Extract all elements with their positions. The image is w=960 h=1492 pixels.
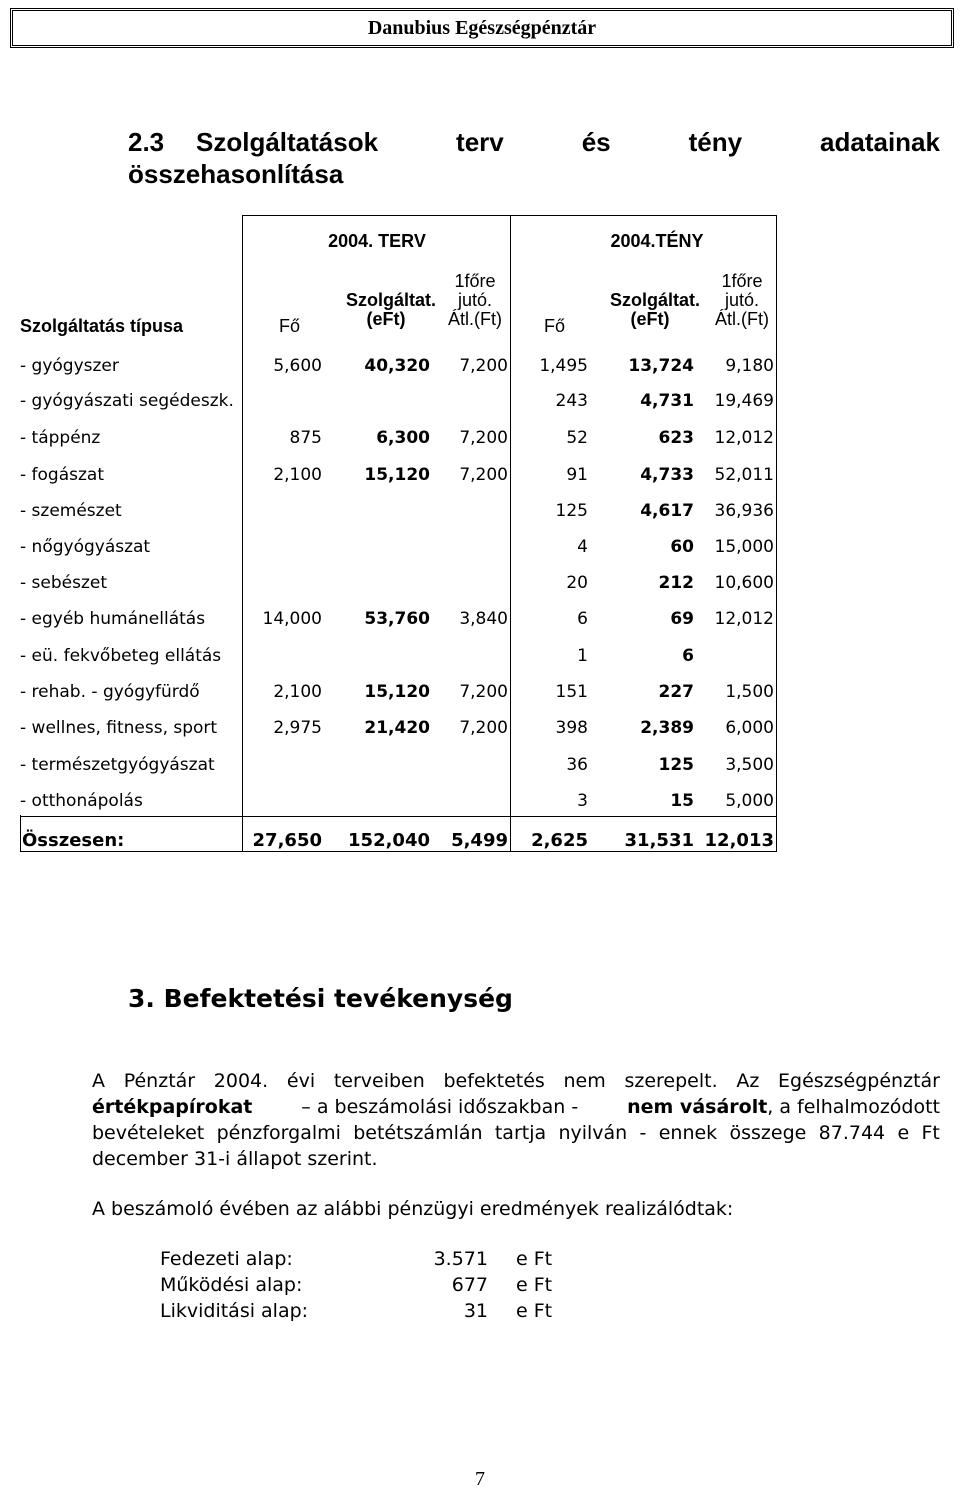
table-cell: 151	[555, 682, 588, 702]
paragraph-word: nyilván	[558, 1122, 628, 1144]
table-cell: 60	[670, 537, 694, 557]
row-label: - gyógyászati segédeszk.	[20, 391, 234, 411]
table-cell: 227	[658, 682, 694, 702]
title-word: tény	[688, 127, 743, 157]
table-cell: 52,011	[714, 465, 774, 485]
col-header-plan-avg	[435, 272, 515, 329]
col-header-line: 1főre	[454, 271, 496, 291]
table-cell: 125	[555, 501, 588, 521]
paragraph-word: bevételeket	[92, 1122, 205, 1144]
col-header-plan-persons: Fő	[278, 316, 300, 336]
document-header	[10, 8, 954, 48]
paragraph-line	[92, 1094, 940, 1120]
table-cell: 6	[682, 646, 694, 666]
paragraph-word: Egészségpénztár	[778, 1070, 940, 1092]
table-cell: 125	[658, 755, 694, 775]
fund-value: 31	[463, 1300, 488, 1322]
table-cell: 2,100	[273, 465, 322, 485]
table-cell: 398	[555, 718, 588, 738]
fund-row	[160, 1248, 580, 1274]
section-3-title: 3. Befektetési tevékenység	[128, 984, 513, 1013]
col-header-type: Szolgáltatás típusa	[20, 316, 184, 336]
total-cell: 152,040	[348, 830, 430, 851]
table-cell: 6,000	[725, 718, 774, 738]
title-word: és	[581, 127, 611, 157]
col-header-line: Átl.(Ft)	[715, 309, 769, 329]
paragraph-word: Az	[736, 1070, 760, 1092]
row-label: - eü. fekvőbeteg ellátás	[20, 646, 222, 666]
fund-label: Fedezeti alap:	[160, 1248, 293, 1270]
paragraph-word: befektetés	[443, 1070, 545, 1092]
col-header-line: jutó.	[457, 290, 493, 310]
table-cell: 9,180	[725, 356, 774, 376]
paragraph-word: összege	[729, 1122, 807, 1144]
table-cell: 10,600	[714, 573, 774, 593]
fund-label: Működési alap:	[160, 1274, 303, 1296]
table-cell: 7,200	[459, 718, 508, 738]
col-header-line: 1főre	[721, 271, 763, 291]
fund-row	[160, 1300, 580, 1326]
col-header-act-persons: Fő	[543, 316, 565, 336]
col-header-line: Szolgáltat.	[609, 290, 700, 310]
fund-value: 3.571	[433, 1248, 488, 1270]
paragraph-word: e	[897, 1122, 910, 1144]
fund-row	[160, 1274, 580, 1300]
table-cell: 1	[577, 646, 588, 666]
title-word: Szolgáltatások	[196, 127, 379, 157]
col-header-act-avg	[702, 272, 782, 329]
paragraph-word: A	[92, 1070, 105, 1092]
total-label: Összesen:	[22, 830, 125, 851]
paragraph-word: Ft	[921, 1122, 940, 1144]
table-cell: 15,120	[364, 465, 430, 485]
table-cell: 20	[566, 573, 588, 593]
col-header-line: jutó.	[724, 290, 760, 310]
fund-unit: e Ft	[516, 1248, 553, 1270]
section-number: 2.3	[128, 127, 165, 157]
row-label: - fogászat	[20, 465, 104, 485]
paragraph-word: 2004.	[213, 1070, 269, 1092]
col-header-line: Átl.(Ft)	[448, 309, 502, 329]
table-cell: 19,469	[714, 391, 774, 411]
section-2-3-title	[128, 126, 940, 190]
actual-group-header: 2004.TÉNY	[610, 231, 704, 251]
table-cell: 4,617	[640, 501, 694, 521]
row-label: - sebészet	[20, 573, 108, 593]
table-cell: 4,731	[640, 391, 694, 411]
bold-text: értékpapírokat	[92, 1096, 253, 1118]
total-cell: 12,013	[704, 830, 774, 851]
table-cell: 15	[670, 791, 694, 811]
total-cell: 5,499	[451, 830, 508, 851]
fund-unit: e Ft	[516, 1274, 553, 1296]
paragraph-word: szerepelt.	[624, 1070, 718, 1092]
row-label: - nőgyógyászat	[20, 537, 151, 557]
table-cell: 2,389	[640, 718, 694, 738]
row-label: - wellnes, fitness, sport	[20, 718, 218, 738]
paragraph-word: ennek	[658, 1122, 718, 1144]
table-cell: 3	[577, 791, 588, 811]
header-title: Danubius Egészségpénztár	[367, 16, 597, 39]
col-header-line: (eFt)	[366, 309, 406, 329]
paragraph-word: Pénztár	[123, 1070, 196, 1092]
table-cell: 7,200	[459, 682, 508, 702]
table-cell: 53,760	[364, 609, 430, 629]
table-cell: 7,200	[459, 356, 508, 376]
paragraph-text: , a felhalmozódott	[767, 1096, 940, 1118]
services-comparison-table	[20, 215, 777, 852]
table-cell: 12,012	[714, 428, 774, 448]
table-cell: 212	[658, 573, 694, 593]
table-cell: 36	[566, 755, 588, 775]
paragraph-word: nem	[563, 1070, 606, 1092]
table-cell: 2,100	[273, 682, 322, 702]
table-cell: 6,300	[376, 428, 430, 448]
paragraph-line	[92, 1068, 940, 1094]
paragraph-word: évi	[286, 1070, 316, 1092]
table-cell: 52	[566, 428, 588, 448]
table-cell: 5,600	[273, 356, 322, 376]
table-cell: 6	[577, 609, 588, 629]
table-cell: 91	[566, 465, 588, 485]
table-cell: 15,120	[364, 682, 430, 702]
row-label: - rehab. - gyógyfürdő	[20, 682, 200, 702]
total-cell: 31,531	[624, 830, 694, 851]
table-cell: 243	[555, 391, 588, 411]
total-cell: 2,625	[531, 830, 588, 851]
table-cell: 2,975	[273, 718, 322, 738]
table-cell: 4,733	[640, 465, 694, 485]
table-cell: 40,320	[364, 356, 430, 376]
table-cell: 1,495	[539, 356, 588, 376]
table-cell: 13,724	[628, 356, 694, 376]
paragraph-line	[92, 1120, 940, 1146]
investment-paragraph	[92, 1068, 940, 1172]
fund-unit: e Ft	[516, 1300, 553, 1322]
row-label: - otthonápolás	[20, 791, 143, 811]
paragraph-word: tartja	[494, 1122, 547, 1144]
table-cell: 3,840	[459, 609, 508, 629]
col-header-plan-service	[316, 291, 436, 329]
row-label: - természetgyógyászat	[20, 755, 215, 775]
table-cell: 12,012	[714, 609, 774, 629]
col-header-line: Szolgáltat.	[345, 290, 436, 310]
page-number: 7	[475, 1468, 485, 1490]
table-cell: 7,200	[459, 465, 508, 485]
table-cell: 36,936	[714, 501, 774, 521]
title-word: terv	[456, 127, 504, 157]
paragraph-word: terveiben	[333, 1070, 425, 1092]
table-cell: 5,000	[725, 791, 774, 811]
row-label: - szemészet	[20, 501, 122, 521]
paragraph-word: 87.744	[818, 1122, 886, 1144]
column-divider	[242, 215, 243, 852]
table-cell: 4	[577, 537, 588, 557]
total-top-border	[20, 816, 777, 817]
row-label: - gyógyszer	[20, 356, 119, 376]
col-header-line: (eFt)	[630, 309, 670, 329]
table-cell: 15,000	[714, 537, 774, 557]
title-line-2: összehasonlítása	[128, 159, 344, 189]
table-cell: 21,420	[364, 718, 430, 738]
table-cell: 69	[670, 609, 694, 629]
table-cell: 7,200	[459, 428, 508, 448]
table-cell: 3,500	[725, 755, 774, 775]
table-cell: 875	[289, 428, 322, 448]
row-label: - egyéb humánellátás	[20, 609, 206, 629]
paragraph-word: -	[639, 1122, 647, 1144]
bold-text: nem vásárolt	[627, 1096, 768, 1118]
row-label: - táppénz	[20, 428, 101, 448]
paragraph-word: pénzforgalmi	[216, 1122, 341, 1144]
plan-group-header: 2004. TERV	[328, 231, 426, 251]
total-left-border	[20, 815, 21, 852]
table-cell: 14,000	[262, 609, 322, 629]
fund-value: 677	[451, 1274, 488, 1296]
total-bottom-border	[20, 851, 777, 852]
table-cell: 623	[658, 428, 694, 448]
total-cell: 27,650	[252, 830, 322, 851]
paragraph-text: – a beszámolási időszakban -	[295, 1096, 585, 1118]
fund-label: Likviditási alap:	[160, 1300, 309, 1322]
table-cell: 1,500	[725, 682, 774, 702]
col-header-act-service	[580, 291, 700, 329]
title-word: adatainak	[820, 127, 940, 157]
results-intro: A beszámoló évében az alábbi pénzügyi eredmények realizálódtak:	[92, 1198, 734, 1220]
paragraph-line: december 31-i állapot szerint.	[92, 1148, 378, 1170]
paragraph-word: betétszámlán	[353, 1122, 483, 1144]
